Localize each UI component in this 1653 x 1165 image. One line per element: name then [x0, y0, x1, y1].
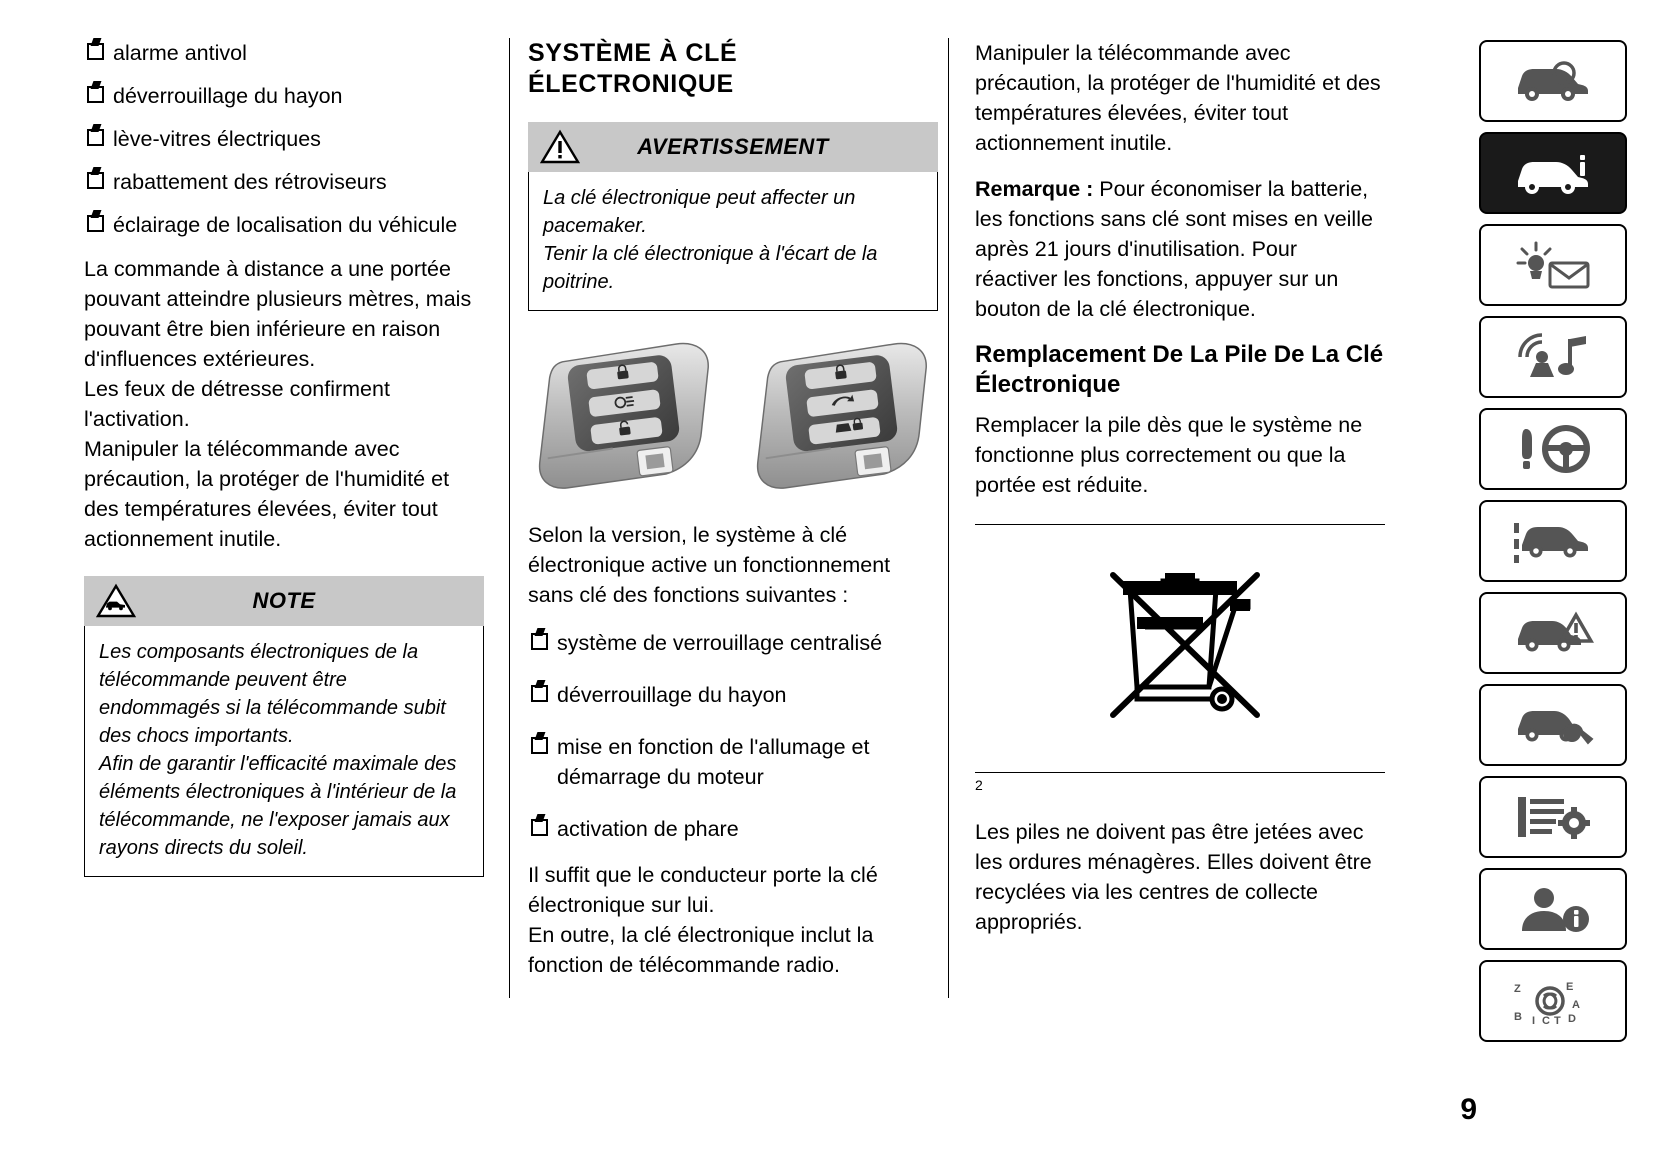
remark-text: Pour économiser la batterie, les fonctions sans clé sont mises en veille après 21 jours d'inutilisation. Pour réactiver les fonctions, appuyer sur un bouton de la clé électronique. [975, 177, 1373, 321]
svg-text:A: A [1572, 999, 1580, 1011]
list-item [528, 814, 938, 844]
list-item-label: éclairage de localisation du véhicule [113, 213, 458, 237]
tab-lighting-messages[interactable] [1479, 224, 1627, 306]
list-item [84, 167, 484, 197]
checkbox-bullet-icon [531, 819, 548, 836]
note-text-line-2: Afin de garantir l'efficacité maximale des éléments électroniques à l'intérieur de la télécommande, ne l'exposer jamais aux rayons directs du soleil. [99, 753, 457, 859]
note-box-title: NOTE [252, 588, 316, 613]
figure-bottom-rule [975, 772, 1385, 773]
list-item-label: lève-vitres électriques [113, 127, 321, 151]
tab-infotainment[interactable] [1479, 316, 1627, 398]
page-number: 9 [1460, 1093, 1477, 1126]
list-item [84, 81, 484, 111]
crossed-out-wheelie-bin-icon [1085, 547, 1275, 732]
checkbox-bullet-icon [87, 43, 104, 60]
paragraph: En outre, la clé électronique inclut la fonction de télécommande radio. [528, 923, 874, 977]
remark-label: Remarque : [975, 177, 1094, 201]
note-text-line-1: Les composants électroniques de la télécommande peuvent être endommagés si la télécommande subit des chocs importants. [99, 641, 446, 747]
car-wrench-icon [1512, 701, 1594, 749]
list-item [528, 680, 938, 710]
warning-text-line-2: Tenir la clé électronique à l'écart de la poitrine. [543, 243, 878, 293]
recycle-figure [975, 525, 1385, 748]
feature-list [84, 38, 484, 240]
warning-box-title: AVERTISSEMENT [637, 134, 829, 159]
figure-number: 2 [975, 777, 983, 793]
svg-text:D: D [1568, 1013, 1576, 1025]
list-item-label: alarme antivol [113, 41, 247, 65]
list-item-label: déverrouillage du hayon [557, 683, 787, 707]
checkbox-bullet-icon [87, 215, 104, 232]
list-item-label: mise en fonction de l'allumage et démarrage du moteur [557, 735, 870, 789]
svg-text:Z: Z [1514, 983, 1521, 995]
column-right [975, 38, 1385, 937]
alphabetical-index-icon [1510, 976, 1596, 1026]
paragraph: La commande à distance a une portée pouvant atteindre plusieurs mètres, mais pouvant être bien inférieure en raison d'influences extérieures. [84, 257, 472, 371]
tab-driver-assist[interactable] [1479, 500, 1627, 582]
paragraph: Manipuler la télécommande avec précaution, la protéger de l'humidité et des températures élevées, éviter tout actionnement inutile. [975, 41, 1381, 155]
tab-driving[interactable] [1479, 408, 1627, 490]
list-item [84, 124, 484, 154]
note-box-header [84, 576, 484, 626]
checkbox-bullet-icon [87, 86, 104, 103]
checkbox-bullet-icon [531, 737, 548, 754]
warning-triangle-car-icon [96, 583, 136, 619]
car-lane-icon [1512, 517, 1594, 565]
svg-text:B: B [1514, 1011, 1522, 1023]
column-middle [528, 38, 938, 980]
steering-wheel-icon [1514, 425, 1592, 473]
svg-text:C: C [1542, 1015, 1550, 1026]
radio-waves-icon [1514, 333, 1592, 381]
document-gear-icon [1512, 793, 1594, 841]
subsection-title: Remplacement De La Pile De La Clé Électronique [975, 341, 1384, 398]
paragraph: Manipuler la télécommande avec précaution, la protéger de l'humidité et des températures élevées, éviter tout actionnement inutile. [84, 437, 450, 551]
tab-vehicle-inspection[interactable] [1479, 40, 1627, 122]
list-item [528, 732, 938, 792]
car-warning-icon [1512, 609, 1594, 657]
key-fob-figure [528, 337, 938, 492]
list-item [84, 210, 484, 240]
warning-text-line-1: La clé électronique peut affecter un pacemaker. [543, 187, 856, 237]
list-item-label: activation de phare [557, 817, 739, 841]
chapter-tab-rail [1479, 40, 1629, 1052]
paragraph: Il suffit que le conducteur porte la clé électronique sur lui. [528, 863, 878, 917]
tab-maintenance[interactable] [1479, 684, 1627, 766]
column-divider-2 [948, 38, 949, 998]
keyless-functions-list [528, 628, 938, 844]
column-divider-1 [509, 38, 510, 998]
list-item-label: système de verrouillage centralisé [557, 631, 883, 655]
column-left [84, 38, 484, 895]
checkbox-bullet-icon [87, 129, 104, 146]
key-fob-lock-unlock-icon [528, 337, 720, 492]
warning-box [528, 122, 938, 311]
warning-exclamation-icon [540, 129, 580, 165]
paragraph: Remplacer la pile dès que le système ne fonctionne plus correctement ou que la portée est réduite. [975, 413, 1363, 497]
svg-text:T: T [1554, 1015, 1561, 1026]
svg-text:E: E [1566, 981, 1574, 993]
list-item [84, 38, 484, 68]
remark-paragraph [975, 174, 1385, 324]
tab-vehicle-info[interactable] [1479, 132, 1627, 214]
paragraph: Selon la version, le système à clé électronique active un fonctionnement sans clé des fonctions suivantes : [528, 523, 891, 607]
tab-index[interactable] [1479, 960, 1627, 1042]
lamp-envelope-icon [1514, 241, 1592, 289]
checkbox-bullet-icon [87, 172, 104, 189]
checkbox-bullet-icon [531, 633, 548, 650]
car-magnifier-icon [1514, 58, 1592, 104]
tab-emergency[interactable] [1479, 592, 1627, 674]
paragraph: Les piles ne doivent pas être jetées avec les ordures ménagères. Elles doivent être recyclées via les centres de collecte appropriés. [975, 820, 1372, 934]
tab-technical-data[interactable] [1479, 776, 1627, 858]
warning-box-body [528, 172, 938, 311]
section-title: SYSTÈME À CLÉ ÉLECTRONIQUE [528, 39, 738, 98]
note-box [84, 576, 484, 877]
person-info-icon [1514, 885, 1592, 933]
key-fob-tailgate-icon [746, 337, 938, 492]
warning-box-header [528, 122, 938, 172]
svg-text:I: I [1532, 1015, 1536, 1026]
tab-customer-service[interactable] [1479, 868, 1627, 950]
car-info-icon [1514, 150, 1592, 196]
checkbox-bullet-icon [531, 685, 548, 702]
list-item [528, 628, 938, 658]
list-item-label: rabattement des rétroviseurs [113, 170, 387, 194]
list-item-label: déverrouillage du hayon [113, 84, 343, 108]
paragraph: Les feux de détresse confirment l'activation. [84, 377, 390, 431]
note-box-body [84, 626, 484, 877]
